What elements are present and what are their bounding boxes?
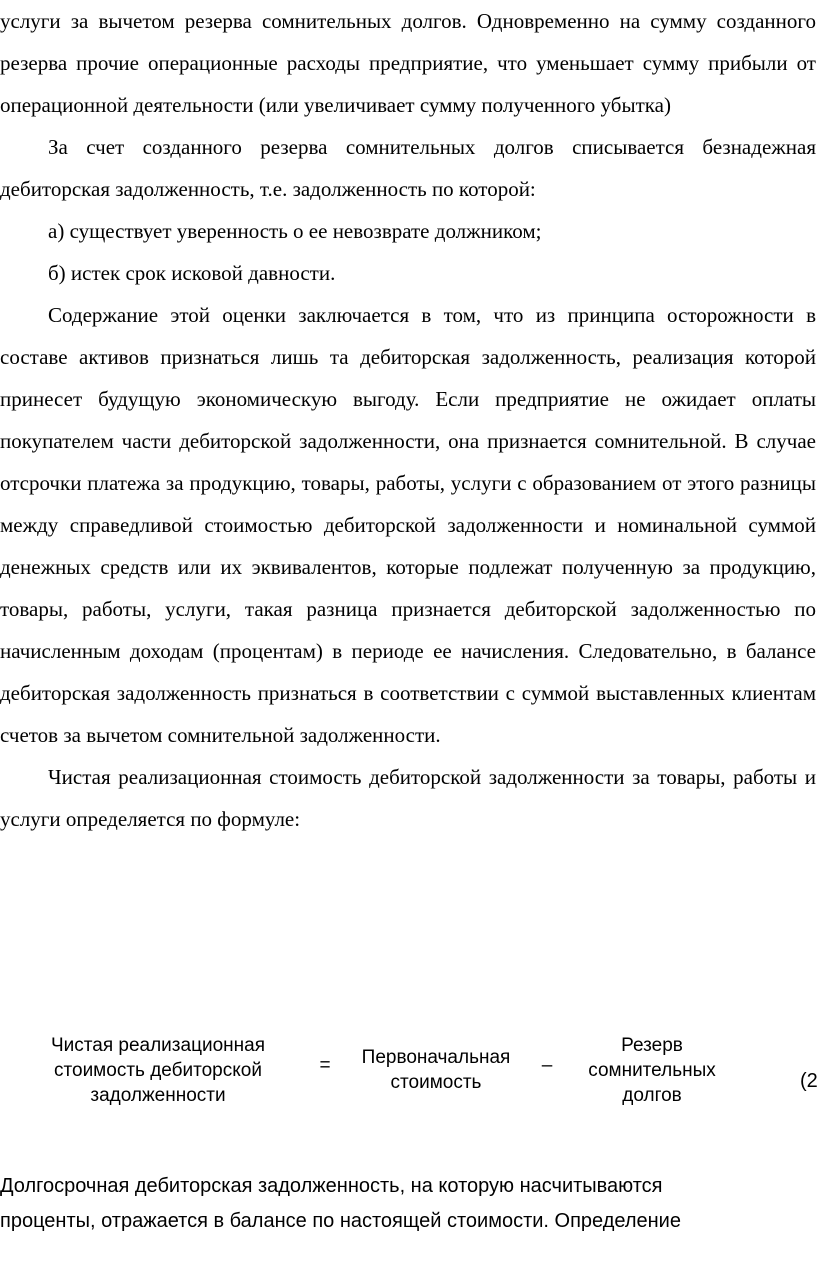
- formula-equals-sign: =: [319, 1055, 331, 1076]
- formula-minus-sign: –: [541, 1055, 553, 1076]
- formula-term-initial-cost: [346, 1045, 526, 1095]
- paragraph-write-off: За счет созданного резерва сомнительных долгов списывается безнадежная дебиторская задолженность, т.е. задолженность по которой:: [0, 135, 816, 201]
- formula-number: (2: [800, 1070, 818, 1092]
- formula-term1-line2: стоимость дебиторской: [54, 1060, 262, 1081]
- formula-term3-line3: долгов: [622, 1085, 682, 1106]
- bottom-line-1: Долгосрочная дебиторская задолженность, на которую насчитываются: [0, 1175, 663, 1197]
- bottom-text: [0, 1169, 816, 1239]
- formula-term2-line1: Первоначальная: [361, 1047, 511, 1068]
- formula-term3-line1: Резерв: [621, 1035, 683, 1056]
- paragraph-reserve-expenses: услуги за вычетом резерва сомнительных долгов. Одновременно на сумму созданного резерва прочие операционные расходы предприятие, что уменьшает сумму прибыли от операционной деятельности (или увеличивает сумму полученного убытка): [0, 9, 816, 117]
- list-item-b: б) истек срок исковой давности.: [48, 261, 336, 285]
- formula-term3-line2: сомнительных: [588, 1060, 716, 1081]
- formula-term1-line3: задолженности: [90, 1085, 226, 1106]
- formula-term2-line2: стоимость: [390, 1072, 482, 1093]
- list-item-a: а) существует уверенность о ее невозврате должником;: [48, 219, 542, 243]
- paragraph-formula-intro: Чистая реализационная стоимость дебиторской задолженности за товары, работы и услуги определяется по формуле:: [0, 765, 816, 831]
- formula-term-doubtful-reserve: [568, 1033, 736, 1108]
- paragraph-assessment: Содержание этой оценки заключается в том, что из принципа осторожности в составе активов признаться лишь та дебиторская задолженность, реализация которой принесет будущую экономическую выгоду. Если предприятие не ожидает оплаты покупателем части дебиторской задолженности, она признается сомнительной. В случае отсрочки платежа за продукцию, товары, работы, услуги с образованием от этого разницы между справедливой стоимостью дебиторской задолженности и номинальной суммой денежных средств или их эквивалентов, которые подлежат полученную за продукцию, товары, работы, услуги, такая разница признается дебиторской задолженностью по начисленным доходам (процентам) в периоде ее начисления. Следовательно, в балансе дебиторская задолженность признаться в соответствии с суммой выставленных клиентам счетов за вычетом сомнительной задолженности.: [0, 303, 816, 747]
- formula-term1-line1: Чистая реализационная: [51, 1035, 265, 1056]
- formula: [0, 1028, 816, 1118]
- formula-term-net-realizable-value: [28, 1033, 288, 1108]
- bottom-line-2: проценты, отражается в балансе по настоящей стоимости. Определение: [0, 1210, 681, 1232]
